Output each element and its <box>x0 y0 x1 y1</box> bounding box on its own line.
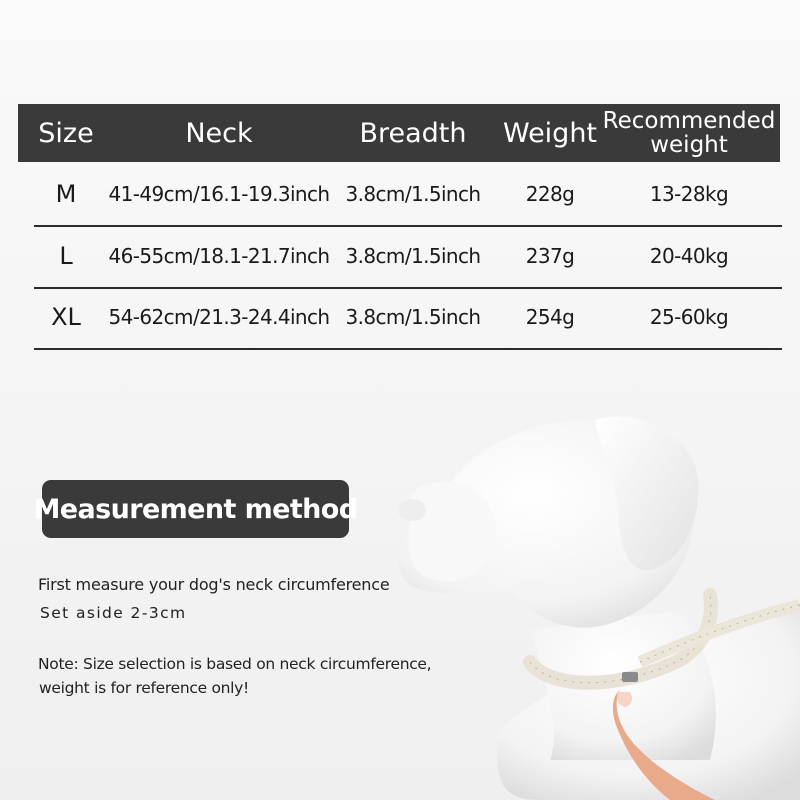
cell-recommended-weight: 25-60kg <box>649 305 729 329</box>
header-size: Size <box>38 117 94 149</box>
cell-weight: 254g <box>525 305 575 329</box>
header-neck: Neck <box>185 117 253 149</box>
measurement-method-title: Measurement method <box>42 480 349 538</box>
cell-neck: 46-55cm/18.1-21.7inch <box>108 244 330 268</box>
header-breadth: Breadth <box>359 117 467 149</box>
cell-recommended-weight: 13-28kg <box>649 182 729 206</box>
cell-recommended-weight: 20-40kg <box>649 244 729 268</box>
header-recommended-weight <box>602 104 776 162</box>
measurement-step-2: Set aside 2-3cm <box>40 604 187 622</box>
header-recommended-line2: weight <box>650 132 728 158</box>
cell-breadth: 3.8cm/1.5inch <box>345 305 481 329</box>
measurement-step-1: First measure your dog's neck circumference <box>38 575 390 594</box>
header-recommended-line1: Recommended <box>602 108 776 134</box>
table-row <box>34 164 782 227</box>
header-weight: Weight <box>502 117 598 149</box>
measurement-note-line-2: weight is for reference only! <box>39 679 249 697</box>
cell-size: XL <box>51 303 81 331</box>
measurement-note-line-1: Note: Size selection is based on neck circumference, <box>38 655 432 673</box>
cell-breadth: 3.8cm/1.5inch <box>345 182 481 206</box>
cell-neck: 54-62cm/21.3-24.4inch <box>108 305 330 329</box>
cell-weight: 228g <box>525 182 575 206</box>
table-header <box>18 104 780 162</box>
cell-size: M <box>55 180 77 208</box>
cell-breadth: 3.8cm/1.5inch <box>345 244 481 268</box>
dog-mannequin-illustration <box>380 400 800 800</box>
table-row <box>34 287 782 350</box>
cell-weight: 237g <box>525 244 575 268</box>
cell-neck: 41-49cm/16.1-19.3inch <box>108 182 330 206</box>
table-row <box>34 226 782 289</box>
cell-size: L <box>59 242 73 270</box>
size-table <box>18 104 780 331</box>
